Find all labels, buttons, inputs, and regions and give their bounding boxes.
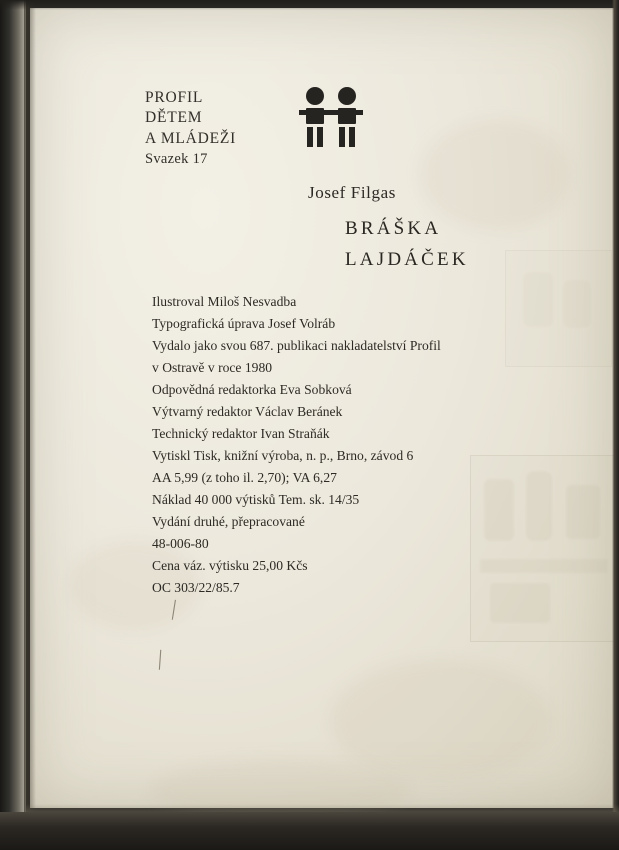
book-title-line-1: BRÁŠKA: [345, 218, 442, 239]
colophon-line: Odpovědná redaktorka Eva Sobková: [152, 382, 352, 398]
colophon-line: Náklad 40 000 výtisků Tem. sk. 14/35: [152, 492, 360, 508]
book-gutter-shadow: [0, 0, 26, 850]
colophon-line: OC 303/22/85.7: [152, 580, 240, 596]
colophon-line: 48-006-80: [152, 536, 209, 552]
colophon-line: Výtvarný redaktor Václav Beránek: [152, 404, 343, 420]
series-line-3: A MLÁDEŽI: [145, 129, 237, 147]
page-content: [30, 8, 615, 808]
series-line-2: DĚTEM: [145, 109, 203, 127]
colophon-line: v Ostravě v roce 1980: [152, 360, 273, 376]
pencil-mark: |: [157, 644, 164, 671]
two-children-logo: [298, 86, 364, 148]
series-line-1: PROFIL: [145, 89, 204, 106]
gutter-edge-shadow: [24, 0, 36, 850]
pencil-mark: |: [170, 594, 179, 621]
colophon-line: Ilustroval Miloš Nesvadba: [152, 294, 297, 309]
right-edge-shadow: [612, 0, 619, 850]
colophon-block: [152, 291, 552, 599]
series-volume: Svazek 17: [145, 151, 208, 168]
colophon-line: Vydalo jako svou 687. publikaci nakladatelství Profil: [152, 338, 441, 354]
colophon-line: AA 5,99 (z toho il. 2,70); VA 6,27: [152, 470, 337, 486]
colophon-line: Vytiskl Tisk, knižní výroba, n. p., Brno, závod 6: [152, 448, 414, 464]
series-block: [145, 88, 295, 169]
author-name: Josef Filgas: [308, 183, 396, 202]
colophon-line: Technický redaktor Ivan Straňák: [152, 426, 330, 442]
colophon-line: Cena váz. výtisku 25,00 Kčs: [152, 558, 308, 574]
colophon-line: Vydání druhé, přepracované: [152, 514, 305, 530]
book-title-line-2: LAJDÁČEK: [345, 249, 469, 270]
top-edge-shadow: [0, 0, 619, 10]
bottom-edge-shadow: [0, 812, 619, 850]
colophon-line: Typografická úprava Josef Volráb: [152, 316, 336, 332]
